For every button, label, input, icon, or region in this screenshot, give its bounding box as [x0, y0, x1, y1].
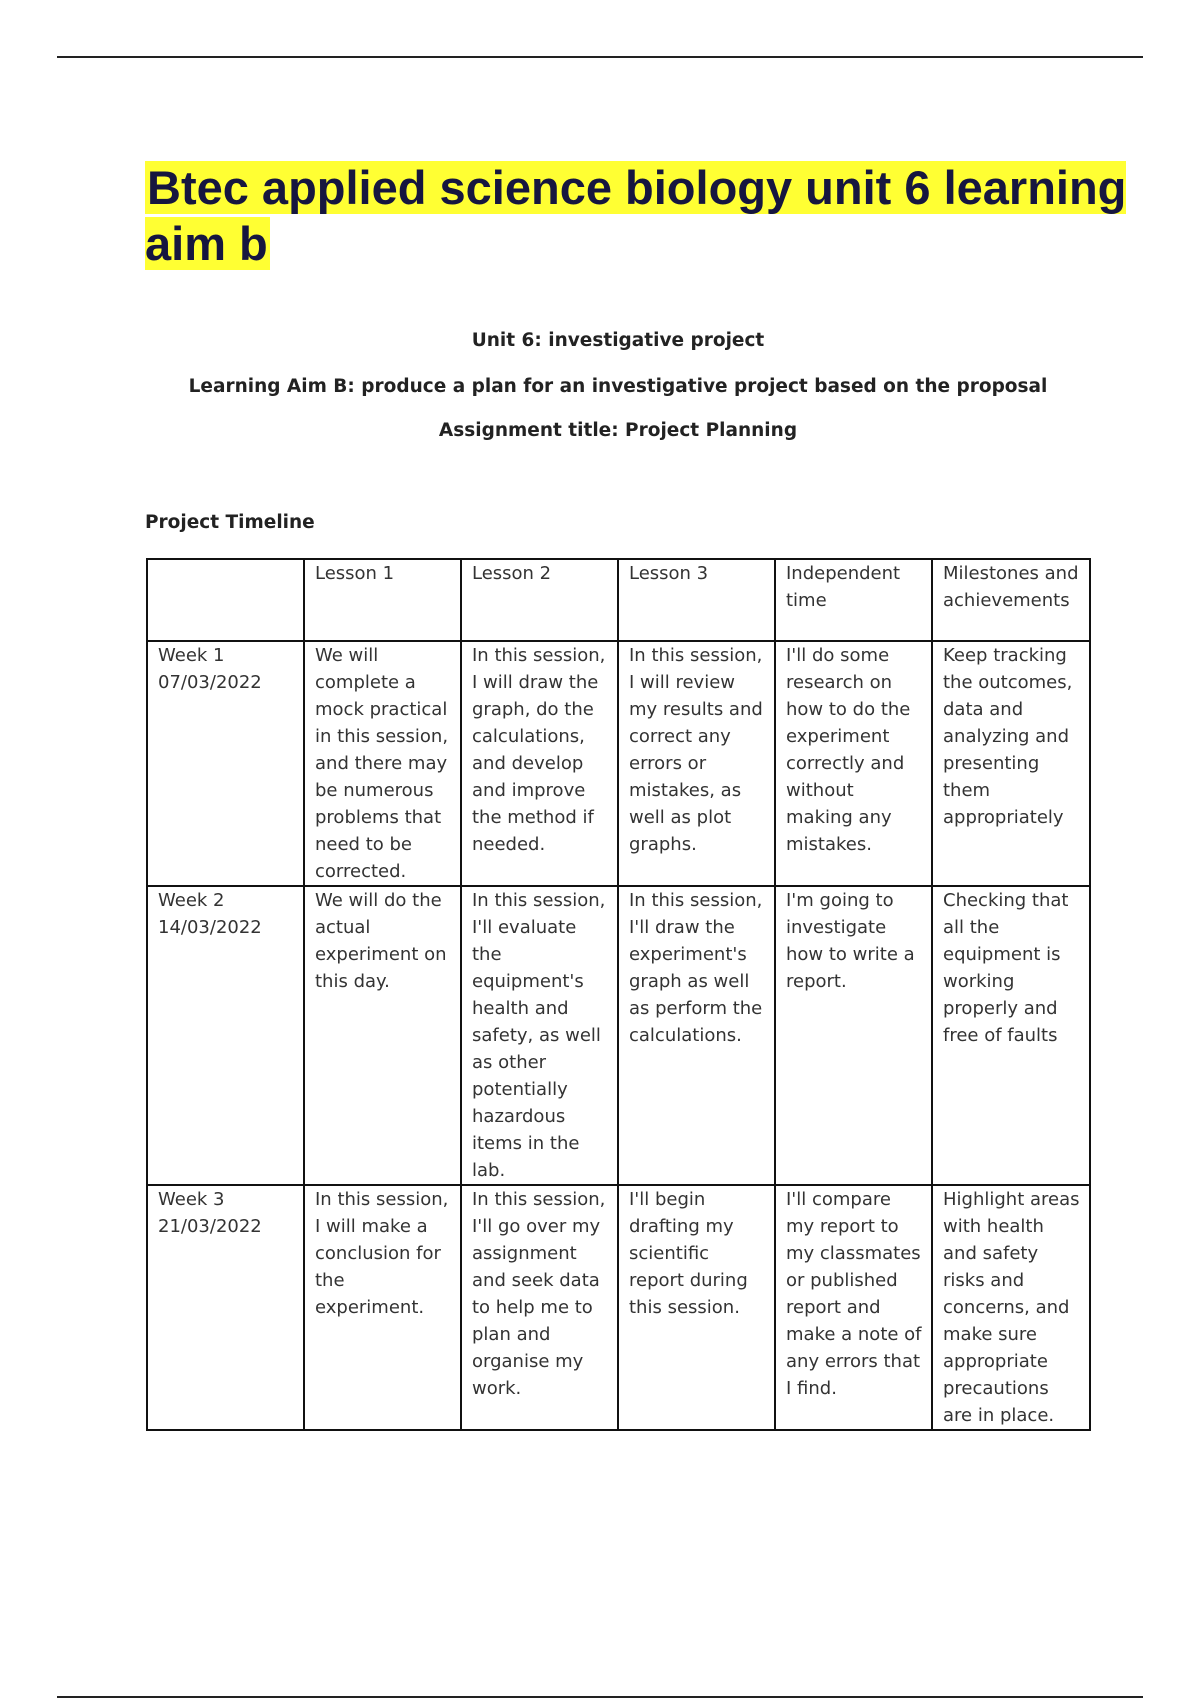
table-cell: In this session, I'll go over my assignment and seek data to help me to plan and organise my work.	[461, 1185, 618, 1430]
table-row	[147, 641, 1090, 886]
table-cell: In this session, I will review my results and correct any errors or mistakes, as well as plot graphs.	[618, 641, 775, 886]
table-cell: We will do the actual experiment on this day.	[304, 886, 461, 1185]
table-header-row	[147, 559, 1090, 641]
header-cell: Lesson 2	[461, 559, 618, 641]
week-date: 21/03/2022	[158, 1216, 262, 1237]
assignment-title: Assignment title: Project Planning	[438, 420, 798, 441]
week-cell	[147, 641, 304, 886]
table-cell: I'll compare my report to my classmates or published report and make a note of any errors that I find.	[775, 1185, 932, 1430]
document-title-text: Btec applied science biology unit 6 learning aim b	[145, 161, 1127, 270]
unit-heading: Unit 6: investigative project	[471, 330, 765, 351]
bottom-rule	[57, 1696, 1143, 1698]
top-rule	[57, 56, 1143, 58]
document-title	[145, 160, 1200, 272]
project-timeline-table	[146, 558, 1091, 1431]
table-cell: In this session, I'll evaluate the equipment's health and safety, as well as other potentially hazardous items in the lab.	[461, 886, 618, 1185]
week-date: 07/03/2022	[158, 672, 262, 693]
table-cell: I'll begin drafting my scientific report during this session.	[618, 1185, 775, 1430]
week-label: Week 1	[158, 645, 225, 666]
header-cell: Independent time	[775, 559, 932, 641]
header-cell	[147, 559, 304, 641]
table-cell: I'm going to investigate how to write a report.	[775, 886, 932, 1185]
table-row	[147, 886, 1090, 1185]
header-cell: Lesson 3	[618, 559, 775, 641]
table-cell: In this session, I will draw the graph, do the calculations, and develop and improve the method if needed.	[461, 641, 618, 886]
week-cell	[147, 1185, 304, 1430]
table-cell: In this session, I'll draw the experiment's graph as well as perform the calculations.	[618, 886, 775, 1185]
learning-aim: Learning Aim B: produce a plan for an investigative project based on the proposal	[188, 376, 1048, 397]
table-row	[147, 1185, 1090, 1430]
header-cell: Milestones and achievements	[932, 559, 1090, 641]
table-cell: Highlight areas with health and safety risks and concerns, and make sure appropriate precautions are in place.	[932, 1185, 1090, 1430]
week-label: Week 2	[158, 890, 225, 911]
week-label: Week 3	[158, 1189, 225, 1210]
table-cell: Keep tracking the outcomes, data and analyzing and presenting them appropriately	[932, 641, 1090, 886]
header-cell: Lesson 1	[304, 559, 461, 641]
table-cell: We will complete a mock practical in this session, and there may be numerous problems that need to be corrected.	[304, 641, 461, 886]
week-date: 14/03/2022	[158, 917, 262, 938]
table-cell: In this session, I will make a conclusion for the experiment.	[304, 1185, 461, 1430]
section-label: Project Timeline	[145, 512, 315, 533]
table-cell: Checking that all the equipment is working properly and free of faults	[932, 886, 1090, 1185]
week-cell	[147, 886, 304, 1185]
table-cell: I'll do some research on how to do the experiment correctly and without making any mistakes.	[775, 641, 932, 886]
